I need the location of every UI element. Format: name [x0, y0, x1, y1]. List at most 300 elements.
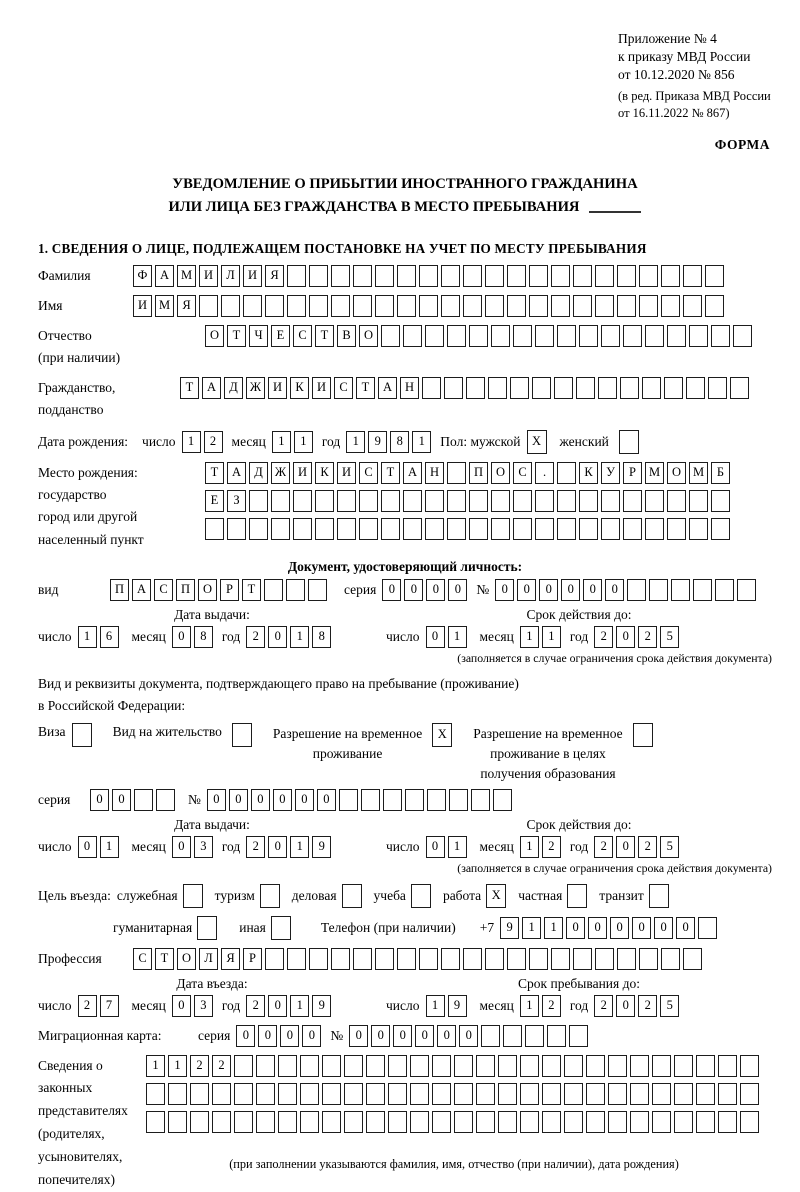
form-cell[interactable]: [278, 1083, 297, 1105]
form-cell[interactable]: [551, 265, 570, 287]
form-cell[interactable]: [337, 518, 356, 540]
form-cell[interactable]: [168, 1111, 187, 1133]
form-cell[interactable]: Б: [711, 462, 730, 484]
form-cell[interactable]: [309, 265, 328, 287]
form-cell[interactable]: [381, 490, 400, 512]
form-cell[interactable]: [256, 1111, 275, 1133]
form-cell[interactable]: Н: [425, 462, 444, 484]
form-cell[interactable]: [447, 462, 466, 484]
form-cell[interactable]: [441, 948, 460, 970]
form-cell[interactable]: [337, 490, 356, 512]
form-cell[interactable]: [432, 1055, 451, 1077]
form-cell[interactable]: [573, 295, 592, 317]
form-cell[interactable]: [471, 789, 490, 811]
form-cell[interactable]: [705, 265, 724, 287]
form-cell[interactable]: [652, 1055, 671, 1077]
form-cell[interactable]: [586, 1111, 605, 1133]
form-cell[interactable]: 0: [268, 626, 287, 648]
form-cell[interactable]: П: [176, 579, 195, 601]
form-cell[interactable]: Е: [205, 490, 224, 512]
form-cell[interactable]: Я: [177, 295, 196, 317]
form-cell[interactable]: [441, 295, 460, 317]
form-cell[interactable]: 1: [520, 836, 539, 858]
form-cell[interactable]: И: [133, 295, 152, 317]
form-cell[interactable]: [630, 1055, 649, 1077]
form-cell[interactable]: 0: [349, 1025, 368, 1047]
form-cell[interactable]: О: [198, 579, 217, 601]
form-cell[interactable]: 0: [280, 1025, 299, 1047]
form-cell[interactable]: [156, 789, 175, 811]
form-cell[interactable]: [623, 518, 642, 540]
form-cell[interactable]: [397, 948, 416, 970]
form-cell[interactable]: Р: [220, 579, 239, 601]
form-cell[interactable]: [617, 948, 636, 970]
form-cell[interactable]: 7: [100, 995, 119, 1017]
form-cell[interactable]: 1: [522, 917, 541, 939]
form-cell[interactable]: [227, 518, 246, 540]
form-cell[interactable]: [608, 1055, 627, 1077]
form-cell[interactable]: [564, 1083, 583, 1105]
form-cell[interactable]: 0: [317, 789, 336, 811]
form-cell[interactable]: [309, 295, 328, 317]
form-cell[interactable]: 0: [561, 579, 580, 601]
form-cell[interactable]: 0: [415, 1025, 434, 1047]
form-cell[interactable]: А: [378, 377, 397, 399]
form-cell[interactable]: У: [601, 462, 620, 484]
form-cell[interactable]: [432, 1111, 451, 1133]
form-cell[interactable]: М: [177, 265, 196, 287]
form-cell[interactable]: Р: [623, 462, 642, 484]
form-cell[interactable]: 5: [660, 995, 679, 1017]
form-cell[interactable]: [212, 1083, 231, 1105]
form-cell[interactable]: [432, 1083, 451, 1105]
form-cell[interactable]: [444, 377, 463, 399]
form-cell[interactable]: [520, 1083, 539, 1105]
form-cell[interactable]: [696, 1083, 715, 1105]
form-cell[interactable]: [342, 884, 362, 908]
form-cell[interactable]: [639, 948, 658, 970]
form-cell[interactable]: 0: [583, 579, 602, 601]
form-cell[interactable]: [488, 377, 507, 399]
form-cell[interactable]: Н: [400, 377, 419, 399]
form-cell[interactable]: [339, 789, 358, 811]
form-cell[interactable]: [353, 948, 372, 970]
form-cell[interactable]: .: [535, 462, 554, 484]
form-cell[interactable]: 0: [393, 1025, 412, 1047]
form-cell[interactable]: [513, 325, 532, 347]
form-cell[interactable]: И: [293, 462, 312, 484]
form-cell[interactable]: [190, 1083, 209, 1105]
form-cell[interactable]: [146, 1083, 165, 1105]
form-cell[interactable]: [507, 295, 526, 317]
form-cell[interactable]: 1: [346, 431, 365, 453]
form-cell[interactable]: И: [199, 265, 218, 287]
form-cell[interactable]: [183, 884, 203, 908]
form-cell[interactable]: [491, 490, 510, 512]
form-cell[interactable]: [481, 1025, 500, 1047]
form-cell[interactable]: [740, 1111, 759, 1133]
form-cell[interactable]: 8: [194, 626, 213, 648]
form-cell[interactable]: [529, 265, 548, 287]
form-cell[interactable]: Т: [242, 579, 261, 601]
form-cell[interactable]: [359, 490, 378, 512]
form-cell[interactable]: [557, 325, 576, 347]
form-cell[interactable]: 2: [246, 836, 265, 858]
form-cell[interactable]: [243, 295, 262, 317]
form-cell[interactable]: [405, 789, 424, 811]
form-cell[interactable]: [642, 377, 661, 399]
form-cell[interactable]: [469, 490, 488, 512]
form-cell[interactable]: [381, 518, 400, 540]
form-cell[interactable]: 1: [426, 995, 445, 1017]
form-cell[interactable]: [278, 1111, 297, 1133]
form-cell[interactable]: [708, 377, 727, 399]
form-cell[interactable]: 2: [190, 1055, 209, 1077]
form-cell[interactable]: [661, 948, 680, 970]
form-cell[interactable]: X: [432, 723, 452, 747]
form-cell[interactable]: [510, 377, 529, 399]
form-cell[interactable]: [608, 1111, 627, 1133]
form-cell[interactable]: Т: [227, 325, 246, 347]
form-cell[interactable]: 2: [212, 1055, 231, 1077]
form-cell[interactable]: С: [293, 325, 312, 347]
form-cell[interactable]: [190, 1111, 209, 1133]
form-cell[interactable]: [485, 295, 504, 317]
form-cell[interactable]: [476, 1083, 495, 1105]
form-cell[interactable]: [639, 265, 658, 287]
form-cell[interactable]: [535, 518, 554, 540]
form-cell[interactable]: О: [359, 325, 378, 347]
form-cell[interactable]: [260, 884, 280, 908]
form-cell[interactable]: [419, 948, 438, 970]
form-cell[interactable]: [542, 1111, 561, 1133]
form-cell[interactable]: [265, 295, 284, 317]
form-cell[interactable]: З: [227, 490, 246, 512]
form-cell[interactable]: [652, 1083, 671, 1105]
form-cell[interactable]: [466, 377, 485, 399]
form-cell[interactable]: 8: [312, 626, 331, 648]
form-cell[interactable]: Я: [221, 948, 240, 970]
form-cell[interactable]: [551, 295, 570, 317]
form-cell[interactable]: 0: [426, 626, 445, 648]
form-cell[interactable]: [449, 789, 468, 811]
form-cell[interactable]: [425, 490, 444, 512]
form-cell[interactable]: [529, 295, 548, 317]
form-cell[interactable]: [671, 579, 690, 601]
form-cell[interactable]: [661, 265, 680, 287]
form-cell[interactable]: [718, 1111, 737, 1133]
form-cell[interactable]: [617, 295, 636, 317]
form-cell[interactable]: [551, 948, 570, 970]
form-cell[interactable]: 9: [312, 995, 331, 1017]
form-cell[interactable]: 1: [78, 626, 97, 648]
form-cell[interactable]: 0: [172, 995, 191, 1017]
form-cell[interactable]: 0: [258, 1025, 277, 1047]
form-cell[interactable]: [353, 295, 372, 317]
form-cell[interactable]: [234, 1055, 253, 1077]
form-cell[interactable]: Ф: [133, 265, 152, 287]
form-cell[interactable]: С: [334, 377, 353, 399]
form-cell[interactable]: 6: [100, 626, 119, 648]
form-cell[interactable]: [271, 490, 290, 512]
form-cell[interactable]: [491, 518, 510, 540]
form-cell[interactable]: 2: [594, 626, 613, 648]
form-cell[interactable]: [232, 723, 252, 747]
form-cell[interactable]: [674, 1055, 693, 1077]
form-cell[interactable]: 9: [312, 836, 331, 858]
form-cell[interactable]: [601, 518, 620, 540]
form-cell[interactable]: 0: [302, 1025, 321, 1047]
form-cell[interactable]: 1: [290, 995, 309, 1017]
form-cell[interactable]: [730, 377, 749, 399]
form-cell[interactable]: [498, 1111, 517, 1133]
form-cell[interactable]: [711, 518, 730, 540]
form-cell[interactable]: [711, 325, 730, 347]
form-cell[interactable]: [410, 1083, 429, 1105]
form-cell[interactable]: 0: [112, 789, 131, 811]
form-cell[interactable]: [286, 579, 305, 601]
form-cell[interactable]: И: [337, 462, 356, 484]
form-cell[interactable]: 0: [236, 1025, 255, 1047]
form-cell[interactable]: 2: [594, 995, 613, 1017]
form-cell[interactable]: 0: [610, 917, 629, 939]
form-cell[interactable]: 2: [638, 995, 657, 1017]
form-cell[interactable]: [542, 1055, 561, 1077]
form-cell[interactable]: [667, 518, 686, 540]
form-cell[interactable]: 0: [404, 579, 423, 601]
form-cell[interactable]: 0: [268, 995, 287, 1017]
form-cell[interactable]: Р: [243, 948, 262, 970]
form-cell[interactable]: [573, 265, 592, 287]
form-cell[interactable]: [491, 325, 510, 347]
form-cell[interactable]: [567, 884, 587, 908]
form-cell[interactable]: 0: [251, 789, 270, 811]
form-cell[interactable]: [520, 1111, 539, 1133]
form-cell[interactable]: 2: [594, 836, 613, 858]
form-cell[interactable]: [359, 518, 378, 540]
form-cell[interactable]: М: [645, 462, 664, 484]
form-cell[interactable]: [698, 917, 717, 939]
form-cell[interactable]: 0: [229, 789, 248, 811]
form-cell[interactable]: 1: [272, 431, 291, 453]
form-cell[interactable]: [454, 1111, 473, 1133]
form-cell[interactable]: [422, 377, 441, 399]
form-cell[interactable]: [557, 462, 576, 484]
form-cell[interactable]: 5: [660, 626, 679, 648]
form-cell[interactable]: [617, 265, 636, 287]
form-cell[interactable]: К: [315, 462, 334, 484]
form-cell[interactable]: [630, 1111, 649, 1133]
form-cell[interactable]: 0: [78, 836, 97, 858]
form-cell[interactable]: [586, 1055, 605, 1077]
form-cell[interactable]: Т: [180, 377, 199, 399]
form-cell[interactable]: [322, 1111, 341, 1133]
form-cell[interactable]: [661, 295, 680, 317]
form-cell[interactable]: Л: [221, 265, 240, 287]
form-cell[interactable]: Д: [249, 462, 268, 484]
form-cell[interactable]: [249, 490, 268, 512]
form-cell[interactable]: Ж: [271, 462, 290, 484]
form-cell[interactable]: 9: [448, 995, 467, 1017]
form-cell[interactable]: 2: [246, 995, 265, 1017]
form-cell[interactable]: [264, 579, 283, 601]
form-cell[interactable]: [595, 295, 614, 317]
form-cell[interactable]: 0: [459, 1025, 478, 1047]
form-cell[interactable]: 5: [660, 836, 679, 858]
form-cell[interactable]: [271, 916, 291, 940]
form-cell[interactable]: 1: [542, 626, 561, 648]
form-cell[interactable]: [623, 325, 642, 347]
form-cell[interactable]: [447, 518, 466, 540]
form-cell[interactable]: 0: [654, 917, 673, 939]
form-cell[interactable]: 0: [495, 579, 514, 601]
form-cell[interactable]: 2: [638, 626, 657, 648]
form-cell[interactable]: О: [667, 462, 686, 484]
form-cell[interactable]: [256, 1055, 275, 1077]
form-cell[interactable]: [513, 490, 532, 512]
form-cell[interactable]: [627, 579, 646, 601]
form-cell[interactable]: [454, 1083, 473, 1105]
form-cell[interactable]: [425, 518, 444, 540]
form-cell[interactable]: 0: [382, 579, 401, 601]
form-cell[interactable]: М: [689, 462, 708, 484]
form-cell[interactable]: [579, 325, 598, 347]
form-cell[interactable]: [168, 1083, 187, 1105]
form-cell[interactable]: [689, 518, 708, 540]
form-cell[interactable]: [361, 789, 380, 811]
form-cell[interactable]: [633, 723, 653, 747]
form-cell[interactable]: [715, 579, 734, 601]
form-cell[interactable]: [674, 1083, 693, 1105]
form-cell[interactable]: [331, 948, 350, 970]
form-cell[interactable]: [403, 325, 422, 347]
form-cell[interactable]: [309, 948, 328, 970]
form-cell[interactable]: [689, 325, 708, 347]
form-cell[interactable]: [397, 295, 416, 317]
form-cell[interactable]: [718, 1083, 737, 1105]
form-cell[interactable]: [381, 325, 400, 347]
form-cell[interactable]: [498, 1083, 517, 1105]
form-cell[interactable]: [441, 265, 460, 287]
form-cell[interactable]: 0: [273, 789, 292, 811]
form-cell[interactable]: 2: [638, 836, 657, 858]
form-cell[interactable]: [146, 1111, 165, 1133]
form-cell[interactable]: [212, 1111, 231, 1133]
form-cell[interactable]: [388, 1055, 407, 1077]
form-cell[interactable]: 2: [542, 836, 561, 858]
form-cell[interactable]: [507, 265, 526, 287]
form-cell[interactable]: [683, 295, 702, 317]
form-cell[interactable]: С: [513, 462, 532, 484]
form-cell[interactable]: [664, 377, 683, 399]
form-cell[interactable]: А: [155, 265, 174, 287]
form-cell[interactable]: [366, 1111, 385, 1133]
form-cell[interactable]: Ж: [246, 377, 265, 399]
form-cell[interactable]: [498, 1055, 517, 1077]
form-cell[interactable]: [667, 325, 686, 347]
form-cell[interactable]: 1: [146, 1055, 165, 1077]
form-cell[interactable]: 2: [246, 626, 265, 648]
form-cell[interactable]: [573, 948, 592, 970]
form-cell[interactable]: 0: [566, 917, 585, 939]
form-cell[interactable]: [740, 1083, 759, 1105]
form-cell[interactable]: 0: [616, 626, 635, 648]
form-cell[interactable]: 2: [542, 995, 561, 1017]
form-cell[interactable]: 0: [172, 836, 191, 858]
form-cell[interactable]: [344, 1055, 363, 1077]
form-cell[interactable]: 0: [517, 579, 536, 601]
form-cell[interactable]: 9: [500, 917, 519, 939]
form-cell[interactable]: [620, 377, 639, 399]
form-cell[interactable]: [197, 916, 217, 940]
form-cell[interactable]: 0: [448, 579, 467, 601]
form-cell[interactable]: [645, 325, 664, 347]
form-cell[interactable]: 2: [78, 995, 97, 1017]
form-cell[interactable]: Л: [199, 948, 218, 970]
form-cell[interactable]: [547, 1025, 566, 1047]
form-cell[interactable]: [388, 1111, 407, 1133]
form-cell[interactable]: [315, 490, 334, 512]
form-cell[interactable]: [375, 295, 394, 317]
form-cell[interactable]: [598, 377, 617, 399]
form-cell[interactable]: X: [486, 884, 506, 908]
form-cell[interactable]: [595, 265, 614, 287]
form-cell[interactable]: [476, 1055, 495, 1077]
form-cell[interactable]: [383, 789, 402, 811]
form-cell[interactable]: О: [177, 948, 196, 970]
form-cell[interactable]: 0: [207, 789, 226, 811]
form-cell[interactable]: [221, 295, 240, 317]
form-cell[interactable]: Т: [315, 325, 334, 347]
form-cell[interactable]: Т: [356, 377, 375, 399]
form-cell[interactable]: [718, 1055, 737, 1077]
form-cell[interactable]: [397, 265, 416, 287]
form-cell[interactable]: [256, 1083, 275, 1105]
form-cell[interactable]: 0: [426, 836, 445, 858]
form-cell[interactable]: [410, 1055, 429, 1077]
form-cell[interactable]: [740, 1055, 759, 1077]
form-cell[interactable]: [652, 1111, 671, 1133]
form-cell[interactable]: [469, 325, 488, 347]
form-cell[interactable]: [463, 948, 482, 970]
form-cell[interactable]: [375, 265, 394, 287]
form-cell[interactable]: [344, 1111, 363, 1133]
form-cell[interactable]: [315, 518, 334, 540]
form-cell[interactable]: 0: [371, 1025, 390, 1047]
form-cell[interactable]: 1: [100, 836, 119, 858]
form-cell[interactable]: [564, 1055, 583, 1077]
form-cell[interactable]: [601, 490, 620, 512]
form-cell[interactable]: [322, 1055, 341, 1077]
form-cell[interactable]: [485, 948, 504, 970]
form-cell[interactable]: [249, 518, 268, 540]
form-cell[interactable]: [649, 579, 668, 601]
form-cell[interactable]: 0: [437, 1025, 456, 1047]
form-cell[interactable]: [278, 1055, 297, 1077]
form-cell[interactable]: [265, 948, 284, 970]
form-cell[interactable]: [447, 325, 466, 347]
form-cell[interactable]: [705, 295, 724, 317]
form-cell[interactable]: [639, 295, 658, 317]
form-cell[interactable]: 0: [616, 995, 635, 1017]
form-cell[interactable]: [683, 265, 702, 287]
form-cell[interactable]: А: [132, 579, 151, 601]
form-cell[interactable]: [513, 518, 532, 540]
form-cell[interactable]: 0: [268, 836, 287, 858]
form-cell[interactable]: 1: [544, 917, 563, 939]
form-cell[interactable]: С: [133, 948, 152, 970]
form-cell[interactable]: [366, 1055, 385, 1077]
